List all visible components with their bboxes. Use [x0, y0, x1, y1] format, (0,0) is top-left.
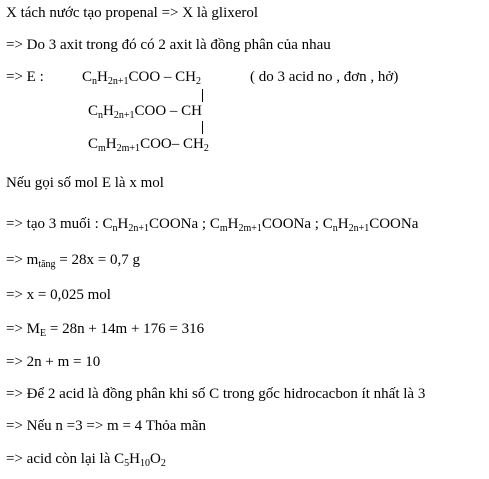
bond-line-1 [202, 89, 203, 102]
line-mass-increase: => $m_{tăng} = 28x = 0,7$ g [6, 252, 140, 270]
line-salts: => tạo 3 muối : $C_nH_{2n+1}COONa$ ; $C_mH_{2m+1}COONa$ ; $C_nH_{2n+1}COONa$ [6, 216, 419, 234]
formula-row-2: $C_nH_{2n+1}COO$ – CH [88, 103, 203, 121]
line-remaining-acid: => acid còn lại là $C_5H_{10}O_2$ [6, 451, 166, 469]
formula-row-3: $C_mH_{2m+1}COO-$ $CH_2$ [88, 136, 209, 154]
line-isomer-note: => Do 3 axit trong đó có 2 axit là đồng phân của nhau [6, 37, 331, 53]
line-equation: => 2n + m = 10 [6, 354, 101, 370]
line-mol-e: Nếu gọi số mol E là x mol [6, 175, 164, 191]
line-glixerol: X tách nước tạo propenal => X là glixerol [6, 5, 259, 21]
line-e-label: => E : [6, 69, 44, 85]
formula-row-1: $C_nH_{2n+1}COO - CH_2$ [82, 69, 202, 87]
bond-line-2 [202, 121, 203, 134]
line-molar-mass: => $M_E = 28n + 14m + 176 = 316$ [6, 321, 205, 339]
line-isomer-condition: => Để 2 acid là đồng phân khi số C trong gốc hidrocacbon ít nhất là 3 [6, 386, 426, 402]
line-x-value: => x = 0,025 mol [6, 287, 111, 303]
line-solution: => Nếu n =3 => m = 4 Thỏa mãn [6, 418, 207, 434]
formula-note: ( do 3 acid no , đơn , hở) [250, 69, 399, 85]
